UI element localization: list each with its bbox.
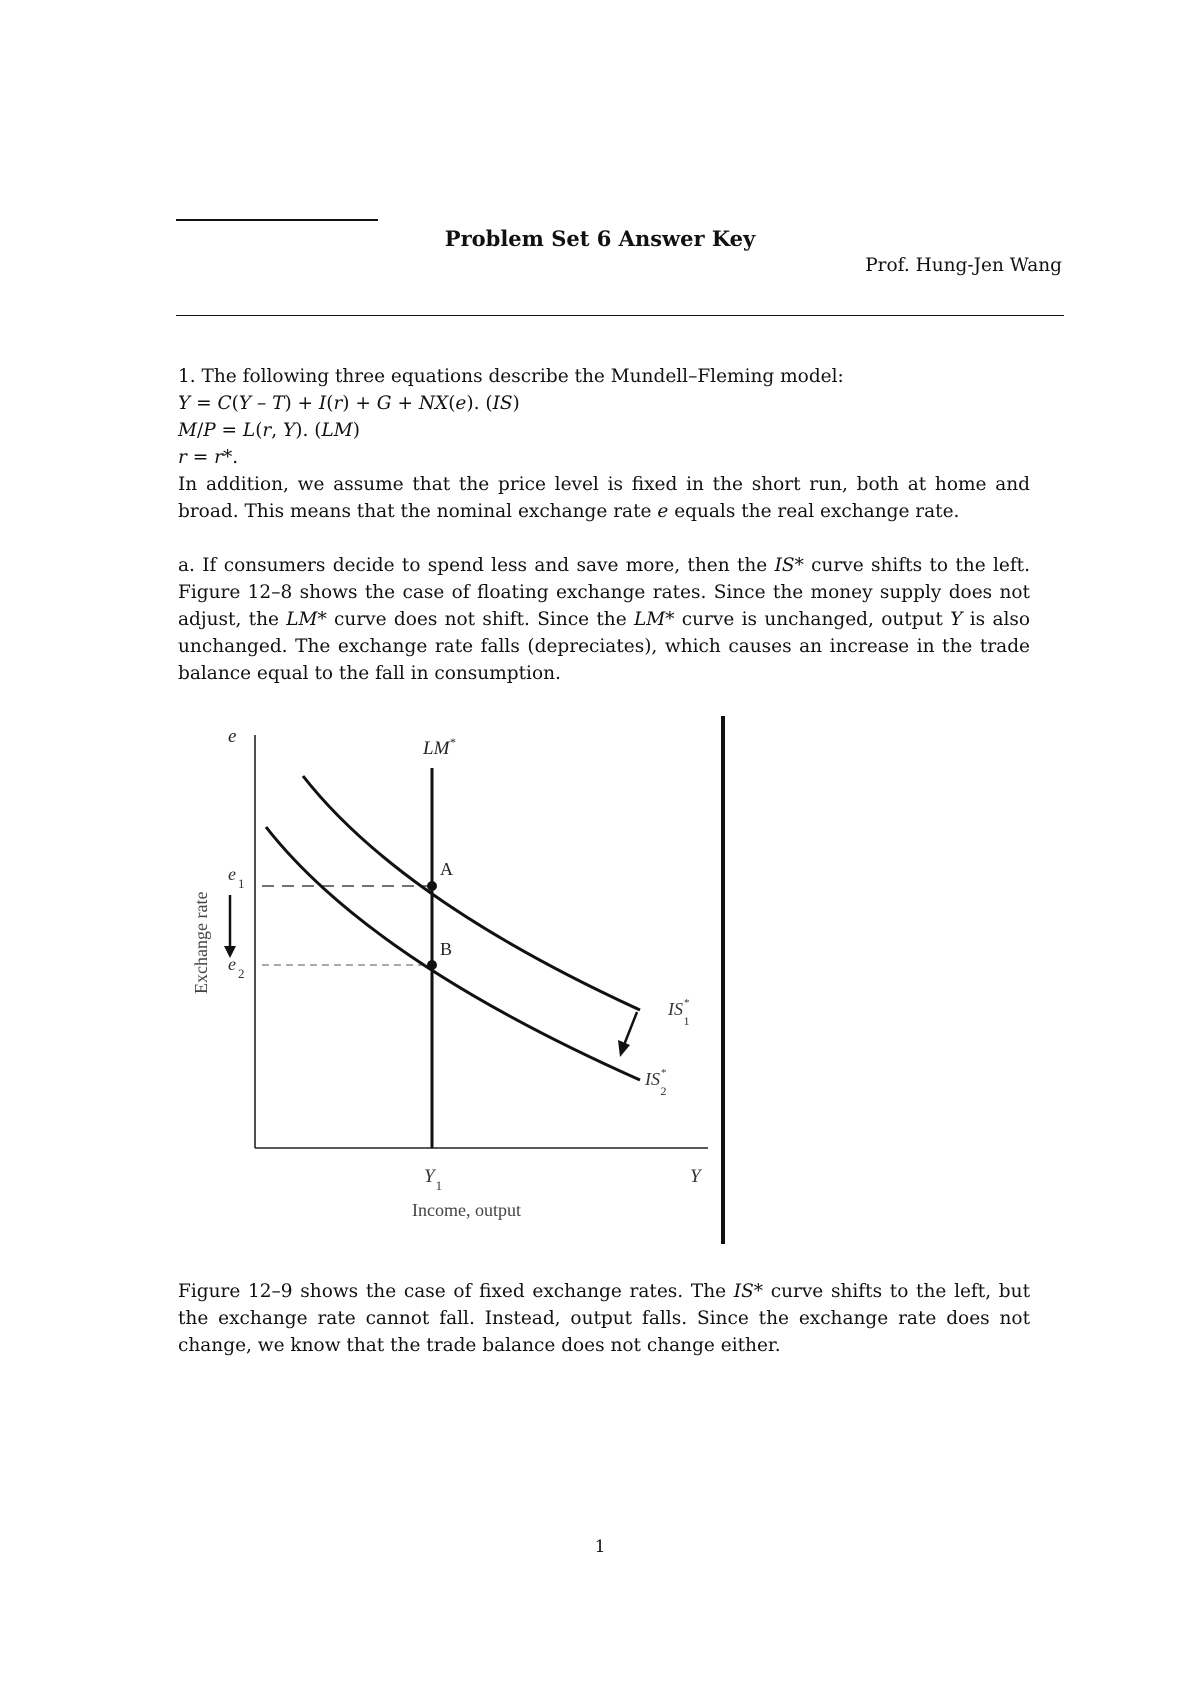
point-b-marker [427,960,437,970]
point-a-marker [427,881,437,891]
figure-side-rule [721,716,725,1244]
part-a-paragraph: a. If consumers decide to spend less and save more, then the IS* curve shifts to the left. Figure 12–8 shows the case of floating exchange rates. Since the money supply does not adjust, the LM* curve does not shift. Since the LM* curve is unchanged, output Y is also unchanged. The exchange rate falls (depreciates), which causes an increase in the trade balance equal to the fall in consumption. [178,555,1031,684]
equation-is: Y = C(Y – T) + I(r) + G + NX(e). (IS) [178,393,520,414]
x-axis-symbol: Y [690,1166,701,1187]
is-shift-arrow [624,1012,637,1045]
point-a-label: A [440,859,453,879]
e2-tick-label: e $_2$ [228,954,245,981]
page-number: 1 [594,1537,606,1557]
is2-star-label: IS* 2 [645,1067,667,1098]
is1-star-label: IS* 1 [668,997,690,1028]
author-line: Prof. Hung-Jen Wang [865,255,1062,276]
question-1-intro: 1. The following three equations describe the Mundell–Fleming model: [178,366,844,387]
point-b-label: B [440,939,453,959]
lm-star-label: LM* [423,735,456,759]
y-axis-symbol: e [228,726,237,747]
is2-star-curve [266,827,640,1080]
equation-lm: M/P = L(r, Y). (LM) [178,420,360,441]
is-shift-arrowhead [618,1040,630,1057]
assumption-paragraph: In addition, we assume that the price level is fixed in the short run, both at home and broad. This means that the nominal exchange rate e equals the real exchange rate. [178,474,1030,522]
is1-star-curve [303,776,640,1010]
equation-interest: r = r*. [178,447,239,468]
x-axis-label: Income, output [412,1200,521,1220]
fixed-rate-paragraph: Figure 12–9 shows the case of fixed exchange rates. The IS* curve shifts to the left, but the exchange rate cannot fall. Instead, output falls. Since the exchange rate does not change, we know that the trade balance does not change either. [178,1281,1030,1356]
y-axis-label: Exchange rate [191,891,211,994]
e1-tick-label: e $_1$ [228,864,245,891]
y1-tick-label: $Y_1$ [424,1166,443,1193]
page-title: Problem Set 6 Answer Key [444,226,756,251]
